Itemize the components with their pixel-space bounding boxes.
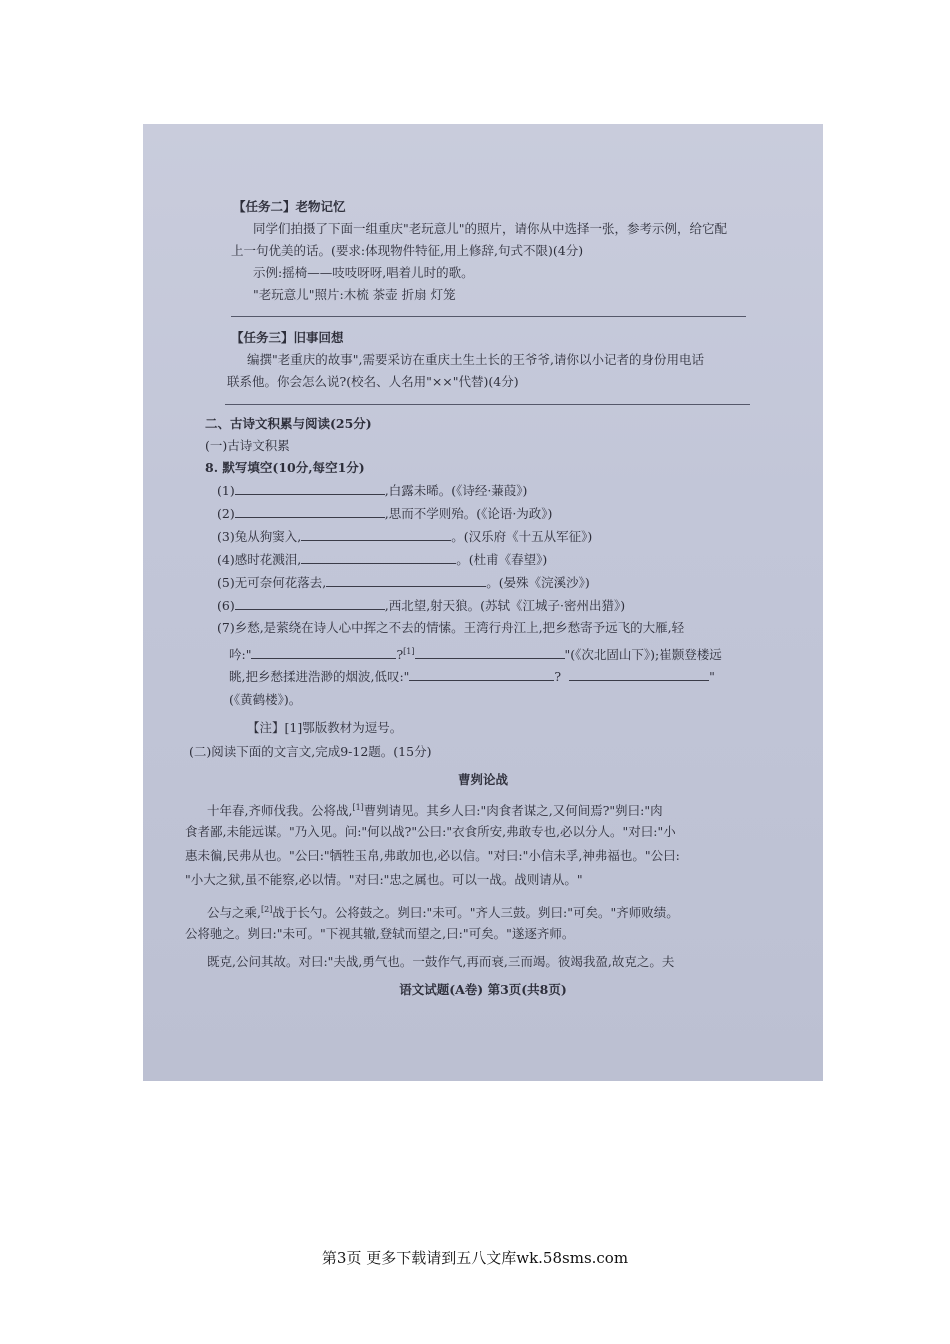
passage-p1-line-3: 惠未徧,民弗从也。"公曰:"牺牲玉帛,弗敢加也,必以信。"对曰:"小信未孚,神弗福也。"公曰:	[185, 848, 680, 863]
exam-page-footer: 语文试题(A卷) 第3页(共8页)	[399, 982, 567, 997]
fill-item-7-line-1: (7)乡愁,是萦绕在诗人心中挥之不去的情愫。王湾行舟江上,把乡愁寄予远飞的大雁,轻	[217, 620, 685, 635]
fill-item-7-line-3: 眺,把乡愁揉进浩渺的烟波,低叹:" ? "	[229, 669, 715, 684]
fill-item-6: (6) ,西北望,射天狼。(苏轼《江城子·密州出猎》)	[217, 598, 626, 613]
passage-title: 曹刿论战	[457, 772, 508, 787]
exam-page-content	[143, 124, 823, 1081]
document-footer: 第3页 更多下载请到五八文库wk.58sms.com	[321, 1249, 629, 1267]
passage-p1-line-4: "小大之狱,虽不能察,必以情。"对曰:"忠之属也。可以一战。战则请从。"	[185, 872, 583, 887]
task3-title: 【任务三】旧事回想	[231, 330, 344, 345]
answer-line-task3	[225, 404, 750, 405]
note: 【注】[1]鄂版教材为逗号。	[247, 720, 403, 735]
section2-heading: 二、古诗文积累与阅读(25分)	[205, 416, 372, 431]
fill-item-2: (2) ,思而不学则殆。(《论语·为政》)	[217, 506, 553, 521]
task3-line-1: 编撰"老重庆的故事",需要采访在重庆土生土长的王爷爷,请你以小记者的身份用电话	[247, 352, 704, 367]
task2-photos: "老玩意儿"照片:木梳 茶壶 折扇 灯笼	[253, 287, 456, 302]
task2-line-1: 同学们拍摄了下面一组重庆"老玩意儿"的照片，请你从中选择一张，参考示例，给它配	[253, 221, 728, 236]
fill-item-1: (1) ,白露未晞。(《诗经·蒹葭》)	[217, 483, 528, 498]
task2-title: 【任务二】老物记忆	[233, 199, 346, 214]
task2-line-2: 上一句优美的话。(要求:体现物件特征,用上修辞,句式不限)(4分)	[231, 243, 584, 258]
section2-sub1: (一)古诗文积累	[205, 438, 290, 453]
fill-item-5: (5)无可奈何花落去, 。(晏殊《浣溪沙》)	[217, 575, 590, 590]
passage-p1-line-2: 食者鄙,未能远谋。"乃入见。问:"何以战?"公曰:"衣食所安,弗敢专也,必以分人。"对曰:"小	[185, 824, 676, 839]
scanned-exam-photo	[143, 124, 823, 1081]
section2-sub2: (二)阅读下面的文言文,完成9-12题。(15分)	[189, 744, 432, 759]
passage-p2-line-1: 公与之乘,[2]战于长勺。公将鼓之。刿曰:"未可。"齐人三鼓。刿曰:"可矣。"齐师败绩。	[207, 905, 679, 921]
fill-item-7-line-4: (《黄鹤楼》)。	[229, 692, 302, 707]
passage-p1-line-1: 十年春,齐师伐我。公将战,[1]曹刿请见。其乡人曰:"肉食者谋之,又何间焉?"刿曰:"肉	[207, 803, 663, 819]
fill-item-4: (4)感时花溅泪, 。(杜甫《春望》)	[217, 552, 548, 567]
fill-item-7-line-2: 吟:" ?[1] "(《次北固山下》);崔颢登楼远	[229, 647, 722, 663]
passage-p3-line-1: 既克,公问其故。对曰:"夫战,勇气也。一鼓作气,再而衰,三而竭。彼竭我盈,故克之。夫	[207, 954, 675, 969]
passage-p2-line-2: 公将驰之。刿曰:"未可。"下视其辙,登轼而望之,曰:"可矣。"遂逐齐师。	[185, 926, 575, 941]
question-8: 8. 默写填空(10分,每空1分)	[205, 460, 365, 475]
task2-example: 示例:摇椅——吱吱呀呀,唱着儿时的歌。	[253, 265, 474, 280]
answer-line-task2	[231, 316, 746, 317]
fill-item-3: (3)兔从狗窦入, 。(汉乐府《十五从军征》)	[217, 529, 593, 544]
task3-line-2: 联系他。你会怎么说?(校名、人名用"××"代替)(4分)	[227, 374, 519, 389]
